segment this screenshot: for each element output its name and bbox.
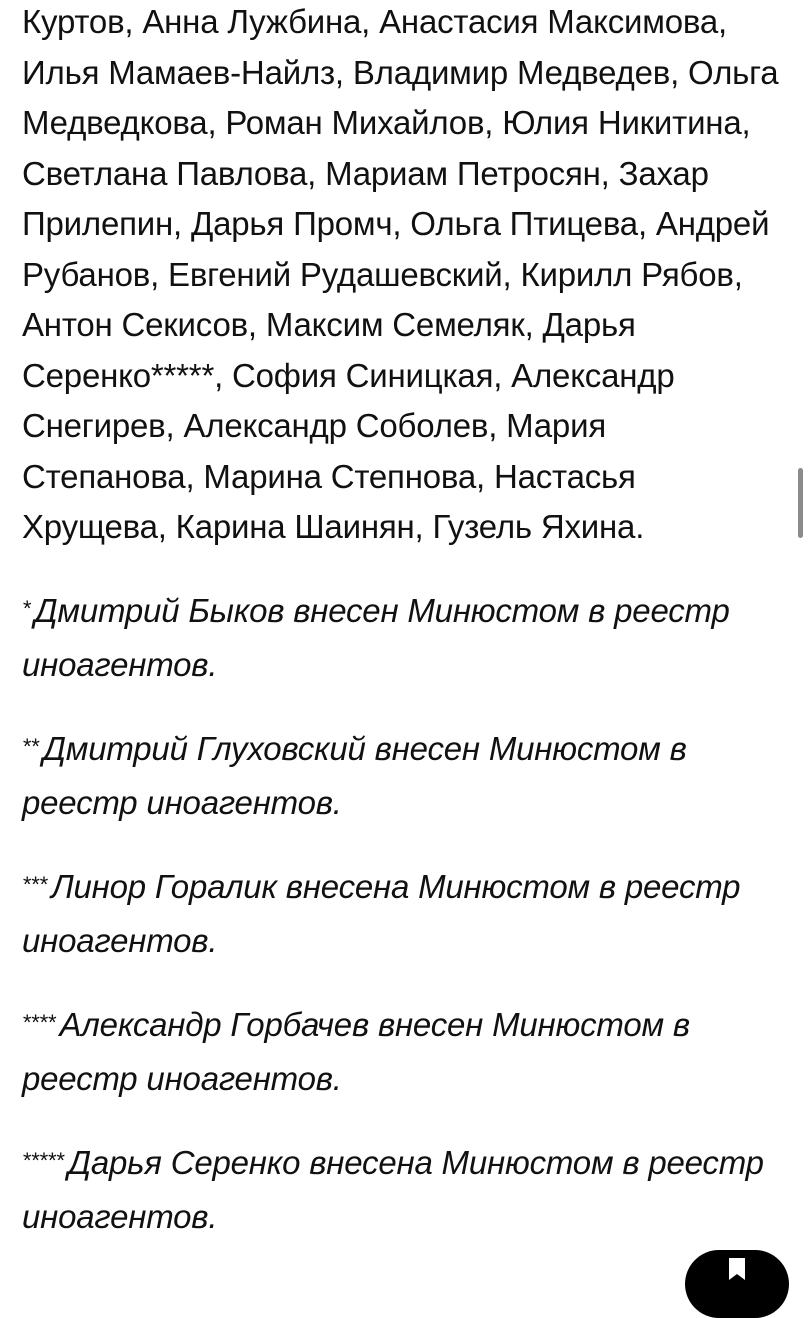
footnote-text: Александр Горбачев внесен Минюстом в реестр иноагентов. [22, 1005, 690, 1097]
article-body [22, 0, 787, 1276]
footnote-text: Дмитрий Быков внесен Минюстом в реестр иноагентов. [22, 591, 730, 683]
footnote-text: Дарья Серенко внесена Минюстом в реестр иноагентов. [22, 1143, 764, 1235]
scrollbar[interactable] [798, 468, 803, 538]
footnote-4 [22, 1000, 787, 1105]
names-paragraph: Куртов, Анна Лужбина, Анастасия Максимова, Илья Мамаев-Найлз, Владимир Медведев, Ольга Медведкова, Роман Михайлов, Юлия Никитина, Светлана Павлова, Мариам Петросян, Захар Прилепин, Дарья Промч, Ольга Птицева, Андрей Рубанов, Евгений Рудашевский, Кирилл Рябов, Антон Секисов, Максим Семеляк, Дарья Серенко*****, София Синицкая, Александр Снегирев, Александр Соболев, Мария Степанова, Марина Степнова, Настасья Хрущева, Карина Шаинян, Гузель Яхина. [22, 3, 779, 545]
footnote-text: Дмитрий Глуховский внесен Минюстом в реестр иноагентов. [22, 729, 687, 821]
footnote-3 [22, 862, 787, 967]
footnote-marker: ***** [22, 1147, 64, 1173]
footnotes [22, 586, 787, 1243]
footnote-marker: **** [22, 1009, 56, 1035]
footnote-text: Линор Горалик внесена Минюстом в реестр иноагентов. [22, 867, 741, 959]
footnote-2 [22, 724, 787, 829]
footnote-marker: * [22, 595, 31, 621]
footnote-1 [22, 586, 787, 691]
bookmark-icon [726, 1256, 748, 1288]
floating-action-button[interactable] [685, 1250, 789, 1318]
footnote-marker: *** [22, 871, 48, 897]
footnote-5 [22, 1138, 787, 1243]
footnote-marker: ** [22, 733, 39, 759]
